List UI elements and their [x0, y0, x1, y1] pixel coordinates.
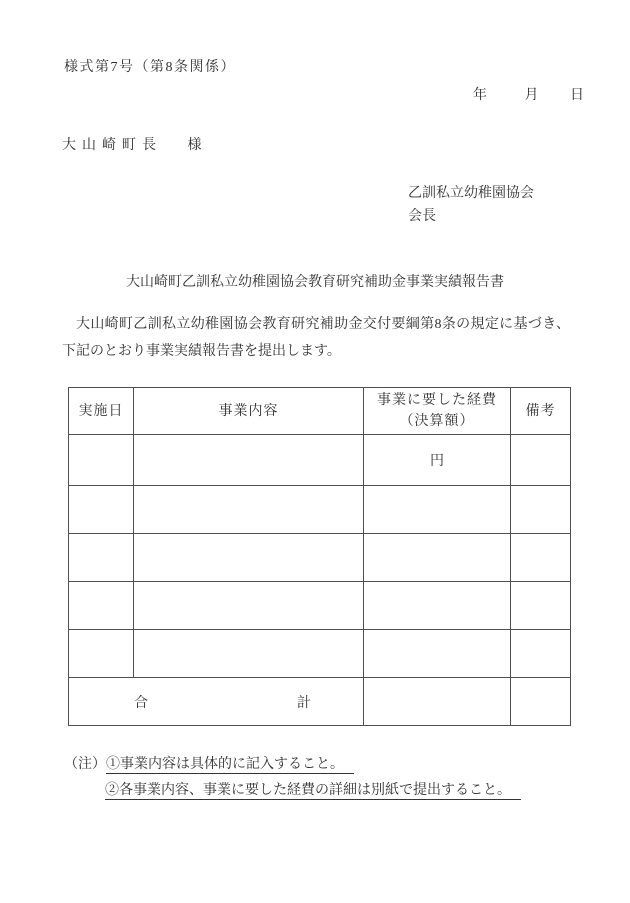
table-row [69, 534, 571, 582]
cell-remarks [511, 582, 571, 630]
cell-remarks [511, 630, 571, 678]
total-label-cell [69, 678, 364, 726]
total-label [69, 692, 363, 712]
sender-block [408, 182, 630, 228]
cell-expense [364, 534, 511, 582]
cell-content [134, 534, 364, 582]
form-number: 様式第7号（第8条関係） [64, 60, 236, 75]
body-paragraph: 大山崎町乙訓私立幼稚園協会教育研究補助金交付要綱第8条の規定に基づき、下記のとおり事業実績報告書を提出します。 [62, 317, 570, 359]
cell-content [134, 630, 364, 678]
sender-role: 会長 [408, 209, 436, 224]
notes-block [64, 752, 630, 804]
report-table [68, 387, 571, 726]
header-cell-date: 実施日 [69, 388, 134, 435]
header-expense-line1: 事業に要した経費 [377, 393, 497, 408]
cell-expense [364, 435, 511, 486]
cell-content [134, 435, 364, 486]
cell-expense [364, 486, 511, 534]
table-row [69, 630, 571, 678]
note-line-1 [64, 752, 630, 778]
addressee-line [62, 136, 630, 156]
note-prefix: （注） [64, 757, 106, 772]
cell-remarks [511, 435, 571, 486]
cell-content [134, 486, 364, 534]
month-label: 月 [524, 88, 539, 103]
table-row [69, 486, 571, 534]
cell-date [69, 486, 134, 534]
cell-expense [364, 582, 511, 630]
cell-expense [364, 630, 511, 678]
table-header-row [69, 388, 571, 435]
addressee-honorific: 様 [187, 138, 202, 153]
total-remarks-cell [511, 678, 571, 726]
year-label: 年 [473, 88, 487, 103]
note-item-2: ②各事業内容、事業に要した経費の詳細は別紙で提出すること。 [105, 783, 521, 800]
total-label-left: 合 [134, 695, 148, 711]
day-label: 日 [570, 88, 584, 103]
currency-unit: 円 [430, 454, 444, 469]
header-cell-remarks: 備考 [511, 388, 571, 435]
cell-date [69, 534, 134, 582]
total-label-right: 計 [297, 695, 311, 711]
cell-remarks [511, 486, 571, 534]
cell-date [69, 582, 134, 630]
table-row [69, 435, 571, 486]
document-title: 大山崎町乙訓私立幼稚園協会教育研究補助金事業実績報告書 [126, 275, 504, 290]
header-expense-line2: （決算額） [399, 414, 475, 429]
sender-organization: 乙訓私立幼稚園協会 [408, 186, 534, 201]
header-cell-content: 事業内容 [134, 388, 364, 435]
addressee-name: 大山崎町長 [62, 138, 162, 153]
note-item-1: ①事業内容は具体的に記入すること。 [106, 757, 354, 774]
total-row [69, 678, 571, 726]
table-row [69, 582, 571, 630]
header-cell-expense [364, 388, 511, 435]
total-expense-cell [364, 678, 511, 726]
cell-remarks [511, 534, 571, 582]
date-line [0, 86, 630, 106]
note-line-2 [105, 778, 630, 804]
cell-date [69, 630, 134, 678]
cell-date [69, 435, 134, 486]
cell-content [134, 582, 364, 630]
